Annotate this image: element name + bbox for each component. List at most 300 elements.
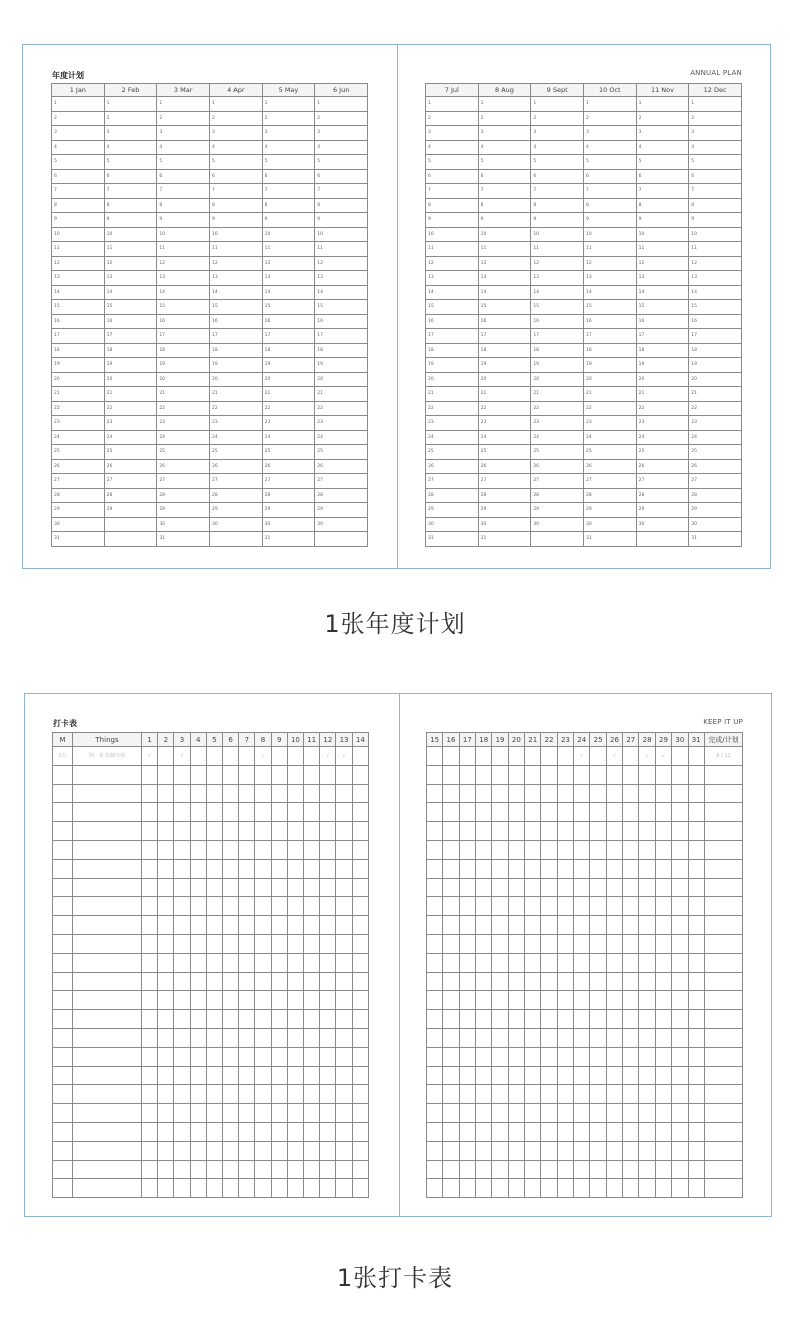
check-cell[interactable] [427, 803, 443, 822]
check-cell[interactable] [672, 878, 688, 897]
check-cell[interactable] [541, 1085, 557, 1104]
day-cell[interactable]: 19 [262, 358, 315, 373]
check-cell[interactable]: √ [174, 747, 190, 766]
day-cell[interactable]: 15 [478, 300, 531, 315]
check-cell[interactable] [476, 878, 492, 897]
check-cell[interactable] [688, 1122, 705, 1141]
check-cell[interactable] [352, 1160, 368, 1179]
day-cell[interactable]: 1 [52, 97, 105, 112]
day-cell[interactable]: 18 [478, 343, 531, 358]
check-cell[interactable] [320, 765, 336, 784]
day-cell[interactable]: 14 [209, 285, 262, 300]
check-cell[interactable] [590, 897, 606, 916]
day-cell[interactable]: 10 [531, 227, 584, 242]
check-cell[interactable] [476, 991, 492, 1010]
check-cell[interactable] [541, 991, 557, 1010]
day-cell[interactable]: 13 [262, 271, 315, 286]
day-cell[interactable]: 5 [426, 155, 479, 170]
check-cell[interactable] [320, 859, 336, 878]
day-cell[interactable]: 11 [531, 242, 584, 257]
check-cell[interactable] [239, 991, 255, 1010]
check-cell[interactable] [623, 1010, 639, 1029]
day-cell[interactable]: 5 [104, 155, 157, 170]
check-cell[interactable] [158, 803, 174, 822]
day-cell[interactable] [209, 532, 262, 547]
day-cell[interactable]: 21 [104, 387, 157, 402]
day-cell[interactable]: 8 [262, 198, 315, 213]
day-cell[interactable]: 14 [583, 285, 636, 300]
day-cell[interactable]: 20 [209, 372, 262, 387]
thing-cell[interactable] [73, 991, 142, 1010]
completion-cell[interactable] [705, 1122, 743, 1141]
check-cell[interactable] [459, 1179, 475, 1198]
check-cell[interactable] [174, 803, 190, 822]
day-cell[interactable]: 11 [315, 242, 368, 257]
day-cell[interactable]: 26 [636, 459, 689, 474]
check-cell[interactable] [271, 765, 287, 784]
check-cell[interactable] [320, 916, 336, 935]
day-cell[interactable]: 7 [689, 184, 742, 199]
check-cell[interactable] [672, 972, 688, 991]
day-cell[interactable]: 18 [636, 343, 689, 358]
check-cell[interactable] [320, 991, 336, 1010]
day-cell[interactable]: 22 [209, 401, 262, 416]
check-cell[interactable] [508, 1141, 524, 1160]
day-cell[interactable]: 2 [426, 111, 479, 126]
day-cell[interactable]: 17 [209, 329, 262, 344]
month-cell[interactable] [53, 991, 73, 1010]
check-cell[interactable] [287, 934, 303, 953]
check-cell[interactable] [606, 1028, 622, 1047]
check-cell[interactable] [142, 784, 158, 803]
check-cell[interactable] [255, 803, 271, 822]
day-cell[interactable]: 25 [583, 445, 636, 460]
day-cell[interactable]: 18 [426, 343, 479, 358]
check-cell[interactable] [287, 1010, 303, 1029]
check-cell[interactable] [672, 1085, 688, 1104]
check-cell[interactable] [623, 897, 639, 916]
day-cell[interactable]: 3 [583, 126, 636, 141]
day-cell[interactable]: 29 [478, 503, 531, 518]
check-cell[interactable] [239, 972, 255, 991]
check-cell[interactable] [492, 1066, 508, 1085]
check-cell[interactable] [352, 747, 368, 766]
check-cell[interactable] [304, 972, 320, 991]
day-cell[interactable]: 5 [52, 155, 105, 170]
day-cell[interactable]: 26 [583, 459, 636, 474]
day-cell[interactable]: 26 [426, 459, 479, 474]
check-cell[interactable] [476, 1047, 492, 1066]
check-cell[interactable] [352, 953, 368, 972]
day-cell[interactable]: 29 [52, 503, 105, 518]
check-cell[interactable] [459, 1160, 475, 1179]
check-cell[interactable] [606, 953, 622, 972]
check-cell[interactable] [223, 803, 239, 822]
day-cell[interactable]: 16 [315, 314, 368, 329]
check-cell[interactable] [508, 1104, 524, 1123]
check-cell[interactable] [190, 1179, 206, 1198]
check-cell[interactable] [320, 803, 336, 822]
check-cell[interactable] [688, 1160, 705, 1179]
check-cell[interactable] [427, 1141, 443, 1160]
check-cell[interactable] [336, 803, 352, 822]
completion-cell[interactable] [705, 784, 743, 803]
check-cell[interactable] [190, 822, 206, 841]
check-cell[interactable] [239, 1179, 255, 1198]
check-cell[interactable] [427, 934, 443, 953]
check-cell[interactable] [352, 1066, 368, 1085]
thing-cell[interactable] [73, 803, 142, 822]
check-cell[interactable] [320, 1122, 336, 1141]
check-cell[interactable] [557, 897, 573, 916]
check-cell[interactable] [352, 1141, 368, 1160]
day-cell[interactable]: 17 [531, 329, 584, 344]
check-cell[interactable] [304, 1179, 320, 1198]
check-cell[interactable] [574, 934, 590, 953]
check-cell[interactable] [304, 859, 320, 878]
month-cell[interactable] [53, 1160, 73, 1179]
day-cell[interactable]: 26 [52, 459, 105, 474]
check-cell[interactable] [320, 1047, 336, 1066]
day-cell[interactable]: 3 [262, 126, 315, 141]
check-cell[interactable] [255, 840, 271, 859]
check-cell[interactable] [427, 916, 443, 935]
day-cell[interactable]: 6 [262, 169, 315, 184]
check-cell[interactable] [336, 859, 352, 878]
thing-cell[interactable] [73, 1028, 142, 1047]
month-cell[interactable] [53, 1179, 73, 1198]
check-cell[interactable] [142, 1066, 158, 1085]
month-cell[interactable] [53, 822, 73, 841]
day-cell[interactable]: 21 [689, 387, 742, 402]
check-cell[interactable] [606, 1010, 622, 1029]
day-cell[interactable]: 16 [209, 314, 262, 329]
check-cell[interactable] [142, 1085, 158, 1104]
day-cell[interactable]: 4 [209, 140, 262, 155]
check-cell[interactable] [336, 840, 352, 859]
check-cell[interactable] [255, 878, 271, 897]
day-cell[interactable]: 27 [426, 474, 479, 489]
thing-cell[interactable] [73, 897, 142, 916]
day-cell[interactable]: 1 [104, 97, 157, 112]
check-cell[interactable] [459, 934, 475, 953]
check-cell[interactable] [525, 1047, 541, 1066]
check-cell[interactable] [190, 953, 206, 972]
day-cell[interactable]: 27 [583, 474, 636, 489]
day-cell[interactable]: 23 [531, 416, 584, 431]
day-cell[interactable] [104, 532, 157, 547]
day-cell[interactable]: 31 [478, 532, 531, 547]
day-cell[interactable]: 18 [531, 343, 584, 358]
check-cell[interactable] [239, 747, 255, 766]
check-cell[interactable] [304, 765, 320, 784]
check-cell[interactable] [223, 934, 239, 953]
check-cell[interactable] [271, 897, 287, 916]
check-cell[interactable] [590, 1160, 606, 1179]
check-cell[interactable] [606, 1104, 622, 1123]
day-cell[interactable] [531, 532, 584, 547]
day-cell[interactable]: 21 [478, 387, 531, 402]
day-cell[interactable]: 22 [104, 401, 157, 416]
check-cell[interactable] [223, 897, 239, 916]
check-cell[interactable] [688, 784, 705, 803]
check-cell[interactable] [304, 1160, 320, 1179]
completion-cell[interactable] [705, 859, 743, 878]
check-cell[interactable] [688, 765, 705, 784]
check-cell[interactable] [623, 991, 639, 1010]
check-cell[interactable] [223, 953, 239, 972]
check-cell[interactable] [459, 822, 475, 841]
check-cell[interactable] [190, 765, 206, 784]
day-cell[interactable]: 7 [531, 184, 584, 199]
check-cell[interactable] [287, 878, 303, 897]
day-cell[interactable]: 28 [478, 488, 531, 503]
check-cell[interactable] [672, 991, 688, 1010]
check-cell[interactable] [574, 1179, 590, 1198]
day-cell[interactable]: 11 [426, 242, 479, 257]
check-cell[interactable] [255, 953, 271, 972]
check-cell[interactable] [336, 1104, 352, 1123]
check-cell[interactable] [271, 840, 287, 859]
check-cell[interactable] [142, 916, 158, 935]
day-cell[interactable]: 17 [583, 329, 636, 344]
day-cell[interactable]: 22 [531, 401, 584, 416]
day-cell[interactable]: 15 [52, 300, 105, 315]
check-cell[interactable] [174, 859, 190, 878]
check-cell[interactable] [476, 747, 492, 766]
check-cell[interactable] [508, 840, 524, 859]
check-cell[interactable] [158, 1066, 174, 1085]
check-cell[interactable] [557, 840, 573, 859]
day-cell[interactable]: 6 [315, 169, 368, 184]
check-cell[interactable] [557, 784, 573, 803]
check-cell[interactable] [271, 1141, 287, 1160]
day-cell[interactable] [315, 532, 368, 547]
check-cell[interactable] [574, 953, 590, 972]
check-cell[interactable] [476, 1104, 492, 1123]
day-cell[interactable]: 1 [689, 97, 742, 112]
check-cell[interactable] [606, 822, 622, 841]
check-cell[interactable] [639, 859, 655, 878]
day-cell[interactable]: 7 [636, 184, 689, 199]
check-cell[interactable] [427, 765, 443, 784]
thing-cell[interactable] [73, 916, 142, 935]
check-cell[interactable] [320, 1085, 336, 1104]
day-cell[interactable]: 21 [426, 387, 479, 402]
day-cell[interactable]: 23 [52, 416, 105, 431]
check-cell[interactable] [255, 972, 271, 991]
day-cell[interactable]: 9 [636, 213, 689, 228]
check-cell[interactable] [623, 934, 639, 953]
check-cell[interactable] [672, 765, 688, 784]
check-cell[interactable] [492, 765, 508, 784]
check-cell[interactable] [427, 1010, 443, 1029]
check-cell[interactable] [271, 822, 287, 841]
check-cell[interactable] [320, 1104, 336, 1123]
check-cell[interactable] [158, 1028, 174, 1047]
check-cell[interactable] [443, 1179, 459, 1198]
check-cell[interactable] [508, 859, 524, 878]
check-cell[interactable] [557, 972, 573, 991]
check-cell[interactable] [574, 897, 590, 916]
check-cell[interactable] [672, 859, 688, 878]
check-cell[interactable] [443, 1122, 459, 1141]
check-cell[interactable] [476, 1066, 492, 1085]
day-cell[interactable]: 8 [426, 198, 479, 213]
completion-cell[interactable] [705, 934, 743, 953]
check-cell[interactable] [606, 1085, 622, 1104]
day-cell[interactable]: 7 [583, 184, 636, 199]
check-cell[interactable]: √ [142, 747, 158, 766]
check-cell[interactable] [688, 1104, 705, 1123]
day-cell[interactable]: 16 [689, 314, 742, 329]
day-cell[interactable]: 24 [689, 430, 742, 445]
day-cell[interactable]: 12 [315, 256, 368, 271]
day-cell[interactable]: 2 [478, 111, 531, 126]
check-cell[interactable] [672, 953, 688, 972]
check-cell[interactable] [443, 1010, 459, 1029]
check-cell[interactable] [304, 1104, 320, 1123]
day-cell[interactable]: 16 [157, 314, 210, 329]
check-cell[interactable] [590, 1179, 606, 1198]
check-cell[interactable] [352, 1047, 368, 1066]
day-cell[interactable]: 30 [689, 517, 742, 532]
check-cell[interactable] [541, 1066, 557, 1085]
check-cell[interactable] [443, 1160, 459, 1179]
check-cell[interactable] [541, 840, 557, 859]
month-cell[interactable] [53, 1010, 73, 1029]
check-cell[interactable] [206, 859, 222, 878]
check-cell[interactable] [427, 1085, 443, 1104]
day-cell[interactable]: 20 [315, 372, 368, 387]
day-cell[interactable]: 19 [315, 358, 368, 373]
check-cell[interactable] [427, 1028, 443, 1047]
check-cell[interactable] [142, 953, 158, 972]
check-cell[interactable] [541, 1010, 557, 1029]
day-cell[interactable]: 6 [478, 169, 531, 184]
check-cell[interactable] [655, 1141, 671, 1160]
check-cell[interactable] [492, 1028, 508, 1047]
month-cell[interactable] [53, 765, 73, 784]
check-cell[interactable] [606, 859, 622, 878]
day-cell[interactable]: 4 [426, 140, 479, 155]
day-cell[interactable]: 31 [426, 532, 479, 547]
day-cell[interactable]: 1 [209, 97, 262, 112]
day-cell[interactable]: 7 [52, 184, 105, 199]
check-cell[interactable] [541, 859, 557, 878]
check-cell[interactable] [239, 1066, 255, 1085]
day-cell[interactable]: 25 [52, 445, 105, 460]
check-cell[interactable] [639, 897, 655, 916]
check-cell[interactable] [688, 1066, 705, 1085]
check-cell[interactable] [158, 822, 174, 841]
day-cell[interactable]: 21 [315, 387, 368, 402]
check-cell[interactable] [459, 1141, 475, 1160]
day-cell[interactable]: 6 [636, 169, 689, 184]
day-cell[interactable]: 29 [426, 503, 479, 518]
check-cell[interactable] [206, 1141, 222, 1160]
day-cell[interactable]: 25 [478, 445, 531, 460]
check-cell[interactable] [606, 840, 622, 859]
check-cell[interactable] [639, 1104, 655, 1123]
day-cell[interactable]: 1 [315, 97, 368, 112]
check-cell[interactable] [639, 765, 655, 784]
day-cell[interactable]: 27 [478, 474, 531, 489]
check-cell[interactable] [352, 840, 368, 859]
month-cell[interactable] [53, 972, 73, 991]
day-cell[interactable]: 1 [636, 97, 689, 112]
month-cell[interactable] [53, 1085, 73, 1104]
check-cell[interactable] [287, 1141, 303, 1160]
check-cell[interactable] [352, 916, 368, 935]
check-cell[interactable] [525, 1085, 541, 1104]
check-cell[interactable] [492, 1122, 508, 1141]
day-cell[interactable]: 12 [478, 256, 531, 271]
check-cell[interactable] [287, 803, 303, 822]
day-cell[interactable]: 24 [315, 430, 368, 445]
check-cell[interactable] [508, 878, 524, 897]
day-cell[interactable]: 14 [478, 285, 531, 300]
day-cell[interactable]: 11 [157, 242, 210, 257]
check-cell[interactable] [304, 953, 320, 972]
example-month[interactable]: 1月 [53, 747, 73, 766]
day-cell[interactable]: 20 [426, 372, 479, 387]
day-cell[interactable]: 29 [689, 503, 742, 518]
check-cell[interactable] [606, 916, 622, 935]
day-cell[interactable]: 28 [689, 488, 742, 503]
check-cell[interactable] [287, 784, 303, 803]
check-cell[interactable] [623, 972, 639, 991]
day-cell[interactable]: 28 [104, 488, 157, 503]
check-cell[interactable] [655, 1066, 671, 1085]
day-cell[interactable]: 6 [157, 169, 210, 184]
check-cell[interactable] [639, 1179, 655, 1198]
day-cell[interactable]: 5 [689, 155, 742, 170]
check-cell[interactable] [639, 1028, 655, 1047]
check-cell[interactable] [158, 916, 174, 935]
check-cell[interactable] [623, 1066, 639, 1085]
check-cell[interactable] [336, 822, 352, 841]
day-cell[interactable]: 9 [262, 213, 315, 228]
day-cell[interactable]: 16 [52, 314, 105, 329]
check-cell[interactable] [590, 822, 606, 841]
check-cell[interactable] [190, 1028, 206, 1047]
check-cell[interactable] [459, 916, 475, 935]
check-cell[interactable] [492, 747, 508, 766]
day-cell[interactable]: 8 [636, 198, 689, 213]
day-cell[interactable]: 17 [636, 329, 689, 344]
check-cell[interactable] [688, 897, 705, 916]
check-cell[interactable] [623, 765, 639, 784]
thing-cell[interactable] [73, 1047, 142, 1066]
day-cell[interactable]: 27 [209, 474, 262, 489]
check-cell[interactable] [255, 765, 271, 784]
check-cell[interactable] [525, 1028, 541, 1047]
check-cell[interactable] [688, 934, 705, 953]
check-cell[interactable] [443, 822, 459, 841]
day-cell[interactable]: 10 [52, 227, 105, 242]
check-cell[interactable] [476, 972, 492, 991]
day-cell[interactable]: 16 [262, 314, 315, 329]
thing-cell[interactable] [73, 1141, 142, 1160]
check-cell[interactable] [492, 934, 508, 953]
day-cell[interactable]: 22 [478, 401, 531, 416]
check-cell[interactable] [352, 972, 368, 991]
check-cell[interactable] [655, 972, 671, 991]
check-cell[interactable] [320, 1010, 336, 1029]
check-cell[interactable] [287, 859, 303, 878]
check-cell[interactable] [190, 803, 206, 822]
